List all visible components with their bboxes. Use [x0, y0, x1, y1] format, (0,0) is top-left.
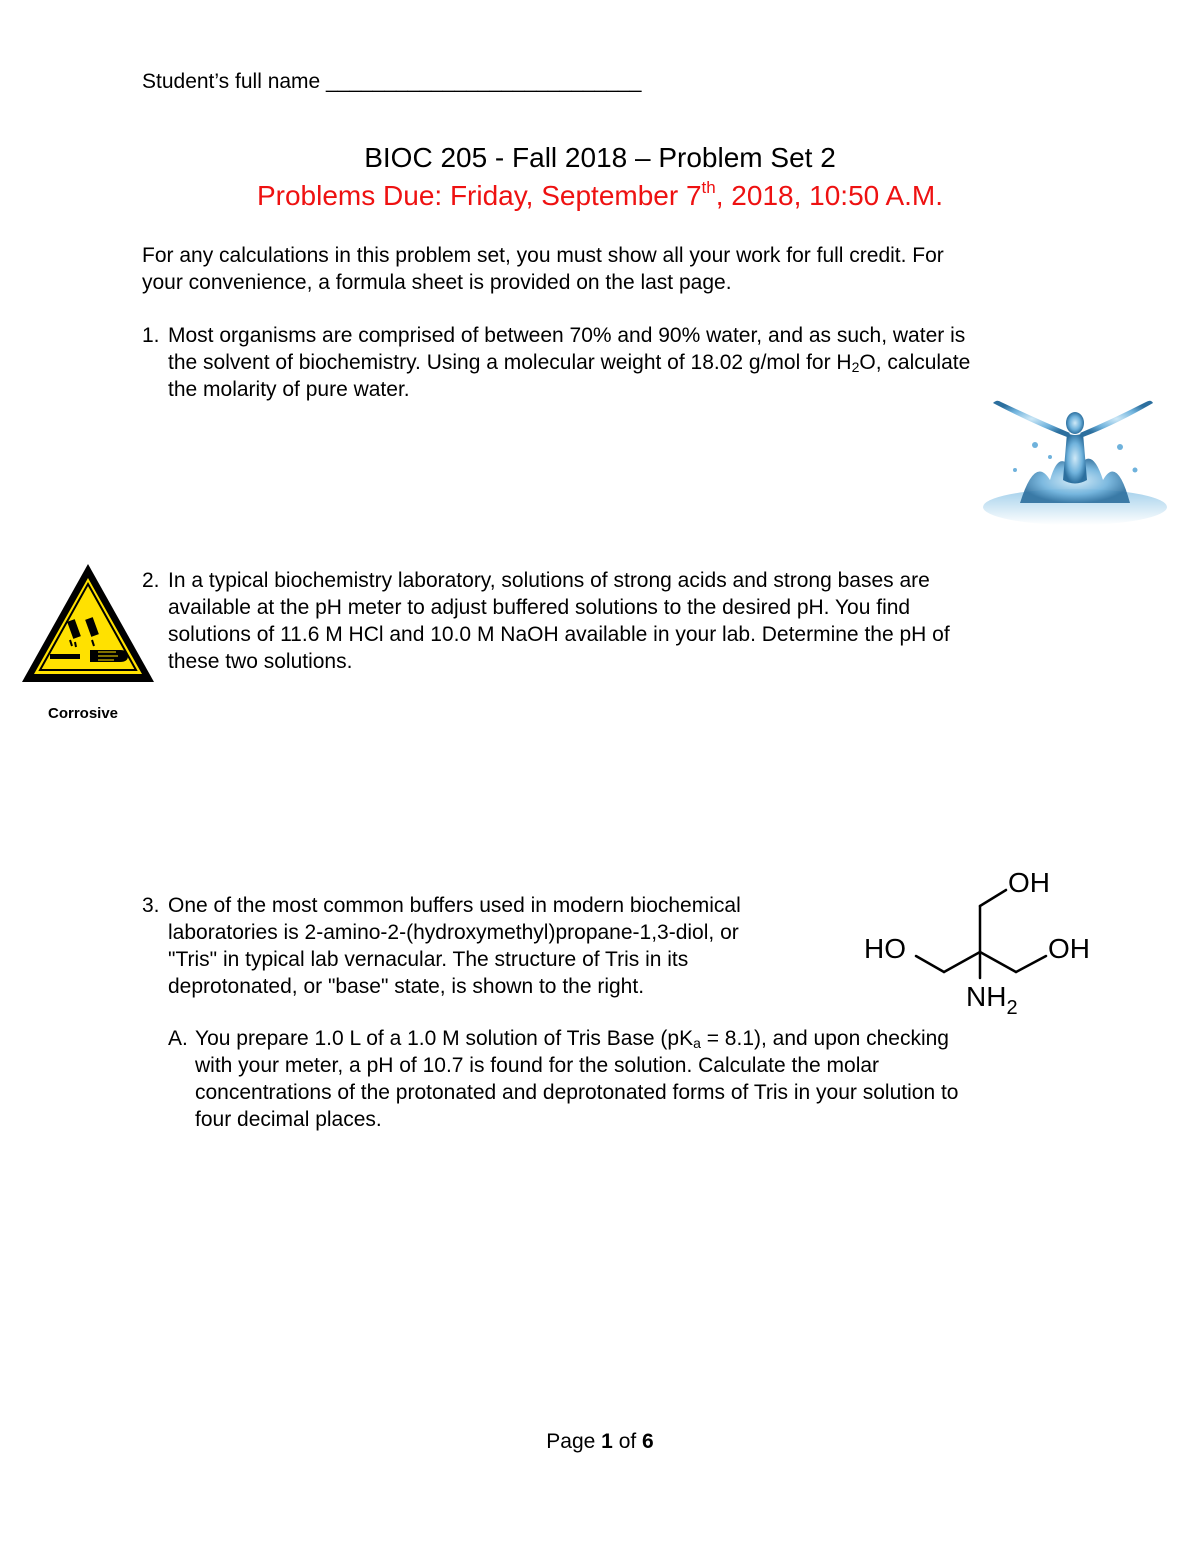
part-a-line: concentrations of the protonated and deprotonated forms of Tris in your solution to	[195, 1081, 959, 1104]
q3-line: deprotonated, or "base" state, is shown to the right.	[168, 975, 645, 998]
question-3-part-a	[168, 1025, 1060, 1135]
question-number: 1.	[142, 324, 160, 347]
part-a-line: four decimal places.	[195, 1108, 382, 1131]
student-name-line: Student’s full name ___________________________	[142, 70, 642, 93]
q1-line: Most organisms are comprised of between 70% and 90% water, and as such, water is	[168, 324, 966, 347]
due-date	[0, 180, 1200, 212]
part-a-line: with your meter, a pH of 10.7 is found for the solution. Calculate the molar	[195, 1054, 880, 1077]
q2-line: available at the pH meter to adjust buffered solutions to the desired pH. You find	[168, 596, 911, 619]
q3-line: One of the most common buffers used in modern biochemical	[168, 894, 741, 917]
q3-line: laboratories is 2-amino-2-(hydroxymethyl)propane-1,3-diol, or	[168, 921, 739, 944]
water-splash-figure-icon	[975, 385, 1170, 535]
q2-line: In a typical biochemistry laboratory, solutions of strong acids and strong bases are	[168, 569, 930, 592]
question-1	[142, 322, 1060, 406]
intro-line: For any calculations in this problem set, you must show all your work for full credit. For	[142, 244, 944, 267]
question-number: 2.	[142, 569, 160, 592]
q3-line: "Tris" in typical lab vernacular. The structure of Tris in its	[168, 948, 689, 971]
corrosive-hazard-icon	[18, 560, 158, 686]
intro-line: your convenience, a formula sheet is provided on the last page.	[142, 271, 732, 294]
q1-line: the solvent of biochemistry. Using a molecular weight of 18.02 g/mol for $H_2O$, calculate	[168, 351, 971, 375]
q1-line: the molarity of pure water.	[168, 378, 410, 401]
intro-paragraph	[142, 242, 1060, 296]
top-hydroxyl-label: OH	[1008, 867, 1050, 898]
part-a-line: You prepare 1.0 L of a 1.0 M solution of Tris Base $(pK_a = 8.1)$, and upon checking	[195, 1027, 949, 1051]
page-title: BIOC 205 - Fall 2018 – Problem Set 2	[364, 142, 836, 173]
left-hydroxyl-label: HO	[864, 933, 906, 964]
page-footer: Page 1 of 6	[546, 1430, 654, 1453]
question-2	[142, 567, 1060, 677]
tris-structure-diagram	[860, 860, 1110, 1020]
due-suffix: , 2018, 10:50 A.M.	[715, 180, 944, 211]
question-3	[142, 892, 842, 1002]
q2-line: solutions of 11.6 M HCl and 10.0 M NaOH available in your lab. Determine the pH of	[168, 623, 950, 646]
corrosive-label: Corrosive	[48, 705, 119, 722]
right-hydroxyl-label: OH	[1048, 933, 1090, 964]
q2-line: these two solutions.	[168, 650, 353, 673]
due-superscript: th	[701, 178, 716, 197]
question-number: 3.	[142, 894, 160, 917]
amine-label: $NH_2$	[966, 981, 1018, 1019]
due-prefix: Problems Due: Friday, September 7	[256, 180, 702, 211]
part-letter: A.	[168, 1027, 188, 1050]
